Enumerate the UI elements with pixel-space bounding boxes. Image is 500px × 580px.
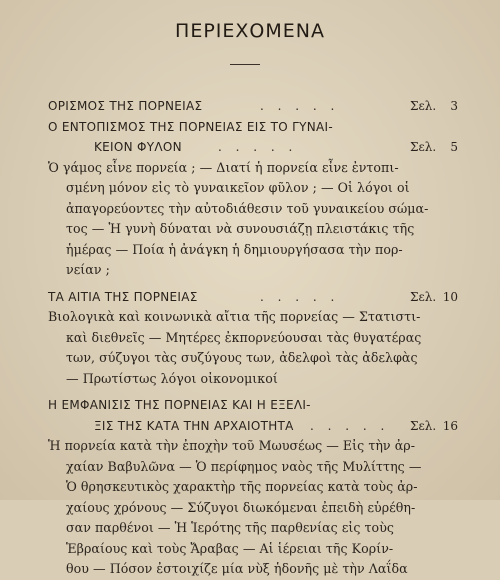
description-line: χαίους χρόνους — Σύζυγοι διωκόμεναι ἐπειδὴ εὑρέθη- [66, 499, 416, 515]
page-label: Σελ. [410, 140, 437, 154]
page-label: Σελ. [410, 418, 437, 433]
leader-dots: . . . . . [218, 140, 298, 154]
description-line: σαν παρθένοι — Ἡ Ἱερότης τῆς παρθενίας εἰς τοὺς [66, 520, 394, 535]
description-line: σμένη μόνον εἰς τὸ γυναικεῖον φῦλον ; — Οἱ λόγοι οἱ [66, 180, 410, 195]
description-line: καὶ διεθνεῖς — Μητέρες ἐκπορνεύουσαι τὰς θυγατέρας [66, 329, 422, 345]
page-number: 5 [450, 140, 458, 154]
page-label: Σελ. [410, 289, 437, 304]
description-line: ἀπαγορεύοντες τὴν αὐτοδιάθεσιν τοῦ γυναικείου σώμα- [66, 200, 429, 216]
toc-entry-2-title-cont: ΚΕΙΟΝ ΦΥΛΟΝ [94, 140, 182, 154]
leader-dots: . . . . . [260, 289, 340, 304]
description-line: — Πρωτίστως λόγοι οἰκονομικοί [66, 370, 278, 386]
page-number: 3 [450, 99, 458, 113]
description-line: θου — Πόσον ἐστοιχίζε μία νὺξ ἡδονῆς μὲ τὴν Λαΐδα [66, 561, 408, 576]
toc-entry-2-title-line [48, 117, 458, 138]
toc-entry-4-title-line [48, 395, 458, 416]
description-line: Ἑβραίους καὶ τοὺς Ἄραβας — Αἱ ἱέρειαι τῆς Κορίν- [66, 540, 394, 556]
page-title: ΠΕΡΙΕΧΟΜΕΝΑ [175, 20, 325, 42]
toc-entry-4-title: Η ΕΜΦΑΝΙΣΙΣ ΤΗΣ ΠΟΡΝΕΙΑΣ ΚΑΙ Η ΕΞΕΛΙ- [48, 398, 311, 412]
toc-entry-1-title: ΟΡΙΣΜΟΣ ΤΗΣ ΠΟΡΝΕΙΑΣ [48, 99, 203, 113]
page-number: 10 [442, 289, 458, 304]
description-line: χαίαν Βαβυλῶνα — Ὁ περίφημος ναὸς τῆς Μυλίττης — [66, 458, 422, 474]
toc-entry-3-title: ΤΑ ΑΙΤΙΑ ΤΗΣ ΠΟΡΝΕΙΑΣ [48, 289, 198, 304]
description-line: Ὁ γάμος εἶνε πορνεία ; — Διατί ἡ πορνεία εἶνε ἐντοπι- [48, 159, 399, 175]
toc-entry-4-title-cont: ΞΙΣ ΤΗΣ ΚΑΤΑ ΤΗΝ ΑΡΧΑΙΟΤΗΤΑ [94, 418, 294, 433]
leader-dots: . . . . . [260, 99, 340, 113]
description-line: Ὁ θρησκευτικὸς χαρακτὴρ τῆς πορνείας κατὰ τοὺς ἀρ- [66, 479, 418, 494]
toc-entry-2-page-ref [410, 137, 458, 158]
description-line: των, σύζυγοι τὰς συζύγους των, ἀδελφοὶ τὰς ἀδελφὰς [66, 350, 418, 365]
page-number: 16 [442, 418, 458, 433]
leader-dots: . . . . . [310, 418, 390, 433]
toc-entry-1-page-ref [410, 96, 458, 117]
toc-entry-4-title-line [48, 416, 458, 437]
toc-entry-2-title-line [48, 137, 458, 158]
description-line: τος — Ἡ γυνὴ δύναται νὰ συνουσιάζῃ πλειστάκις τῆς [66, 221, 415, 236]
page-label: Σελ. [410, 99, 437, 113]
title-divider [230, 64, 260, 65]
description-line: ἡμέρας — Ποία ἡ ἀνάγκη ἡ δημιουργήσασα τὴν πορ- [66, 241, 403, 257]
description-line: Ἡ πορνεία κατὰ τὴν ἐποχὴν τοῦ Μωυσέως — Εἰς τὴν ἀρ- [48, 438, 416, 453]
toc-entry-4-page-ref [410, 416, 458, 437]
table-of-contents [48, 96, 458, 580]
description-line: νείαν ; [66, 262, 110, 277]
toc-entry-2-title: Ο ΕΝΤΟΠΙΣΜΟΣ ΤΗΣ ΠΟΡΝΕΙΑΣ ΕΙΣ ΤΟ ΓΥΝΑΙ- [48, 119, 333, 134]
toc-entry-3-title-line [48, 287, 458, 308]
toc-entry-1-title-line [48, 96, 458, 117]
toc-entry-3-page-ref [410, 287, 458, 308]
description-line: Βιολογικὰ καὶ κοινωνικὰ αἴτια τῆς πορνείας — Στατιστι- [48, 309, 421, 324]
